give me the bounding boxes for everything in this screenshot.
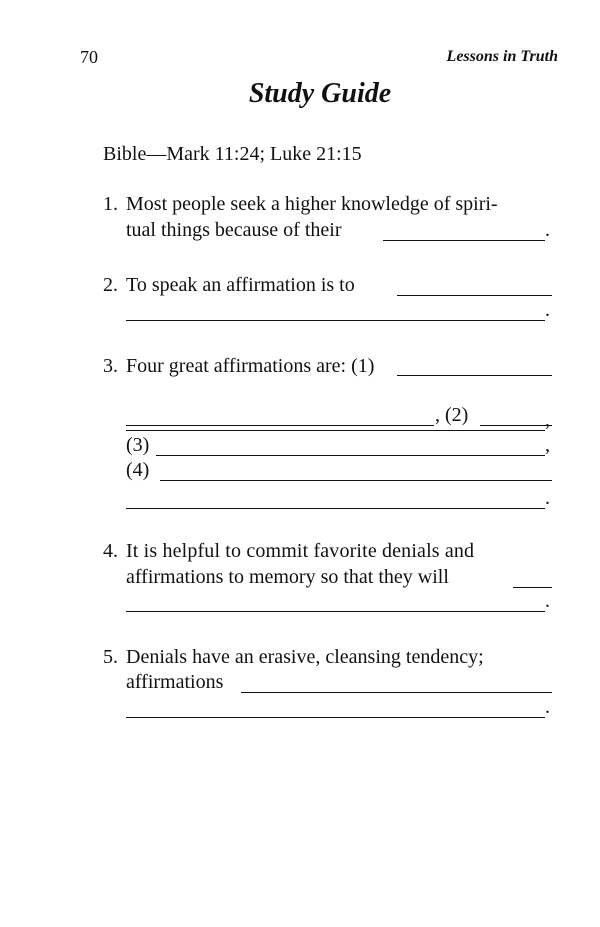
answer-blank[interactable] bbox=[156, 455, 545, 456]
item-3-label: (3) bbox=[126, 434, 150, 456]
question-text: affirmations to memory so that they will bbox=[126, 566, 449, 588]
period: . bbox=[545, 219, 550, 241]
question-number: 2. bbox=[103, 274, 118, 296]
period: . bbox=[545, 590, 550, 612]
period: . bbox=[545, 299, 550, 321]
answer-blank[interactable] bbox=[513, 587, 552, 588]
question-text: It is helpful to commit favorite denials and bbox=[126, 540, 475, 562]
question-text: Most people seek a higher knowledge of spiri- bbox=[126, 193, 498, 215]
question-text: tual things because of their bbox=[126, 219, 342, 241]
page-title: Study Guide bbox=[248, 78, 392, 109]
comma: , bbox=[545, 434, 550, 456]
question-number: 3. bbox=[103, 355, 118, 377]
page-number: 70 bbox=[80, 47, 98, 67]
answer-blank[interactable] bbox=[126, 717, 545, 718]
period: . bbox=[545, 487, 550, 509]
answer-blank[interactable] bbox=[241, 692, 552, 693]
period: . bbox=[545, 696, 550, 718]
answer-blank[interactable] bbox=[160, 480, 552, 481]
answer-blank[interactable] bbox=[397, 375, 552, 376]
question-text: affirmations bbox=[126, 671, 224, 693]
answer-blank[interactable] bbox=[126, 611, 545, 612]
bible-reference: Bible—Mark 11:24; Luke 21:15 bbox=[103, 143, 362, 165]
item-4-label: (4) bbox=[126, 459, 150, 481]
comma: , bbox=[545, 409, 550, 431]
question-number: 4. bbox=[103, 540, 118, 562]
question-text: Denials have an erasive, cleansing tendency; bbox=[126, 646, 484, 668]
answer-blank[interactable] bbox=[126, 425, 434, 426]
question-number: 1. bbox=[103, 193, 118, 215]
question-number: 5. bbox=[103, 646, 118, 668]
running-title: Lessons in Truth bbox=[446, 48, 558, 65]
answer-blank[interactable] bbox=[126, 320, 545, 321]
answer-blank[interactable] bbox=[480, 425, 552, 426]
question-text: To speak an affirmation is to bbox=[126, 274, 355, 296]
answer-blank[interactable] bbox=[383, 240, 545, 241]
answer-blank[interactable] bbox=[397, 295, 552, 296]
item-2-label: , (2) bbox=[435, 404, 469, 426]
answer-blank[interactable] bbox=[126, 430, 545, 431]
question-text: Four great affirmations are: (1) bbox=[126, 355, 375, 377]
answer-blank[interactable] bbox=[126, 508, 545, 509]
